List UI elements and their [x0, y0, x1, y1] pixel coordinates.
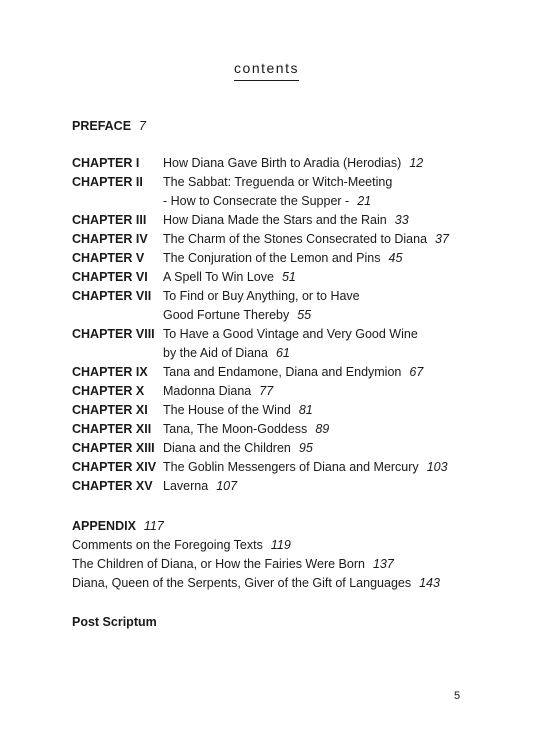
- chapter-title: How Diana Made the Stars and the Rain: [163, 213, 387, 227]
- chapter-label: CHAPTER XIII: [72, 441, 155, 455]
- chapter-page: 51: [281, 270, 296, 284]
- chapter-label: CHAPTER VII: [72, 289, 152, 303]
- appendix-item-title: Diana, Queen of the Serpents, Giver of the Gift of Languages: [72, 576, 412, 590]
- chapter-title-line: [163, 211, 409, 230]
- appendix-item-title: Comments on the Foregoing Texts: [72, 538, 263, 552]
- toc-chapter-2-continued[interactable]: [163, 192, 371, 211]
- preface-page: 7: [139, 119, 146, 133]
- appendix-item-title: The Children of Diana, or How the Fairies Were Born: [72, 557, 365, 571]
- chapter-label: CHAPTER X: [72, 384, 145, 398]
- chapter-label: CHAPTER III: [72, 213, 147, 227]
- appendix-page: 117: [143, 519, 164, 533]
- chapter-title: Tana and Endamone, Diana and Endymion: [163, 365, 402, 379]
- toc-chapter-1[interactable]: [72, 154, 472, 173]
- chapter-title: The Sabbat: Treguenda or Witch-Meeting: [163, 175, 393, 189]
- appendix-item-page: 137: [372, 557, 394, 571]
- toc-chapter-13[interactable]: [72, 439, 472, 458]
- chapter-title-line: [163, 477, 237, 496]
- chapter-page: 55: [297, 308, 312, 322]
- chapter-label: CHAPTER XIV: [72, 460, 157, 474]
- appendix-item-page: 143: [419, 576, 440, 590]
- chapter-page: 81: [298, 403, 313, 417]
- chapter-title: Madonna Diana: [163, 384, 252, 398]
- chapter-title: How Diana Gave Birth to Aradia (Herodias): [163, 156, 402, 170]
- contents-heading: [0, 60, 533, 81]
- toc-chapter-2[interactable]: [72, 173, 472, 192]
- chapter-page: 77: [259, 384, 274, 398]
- chapter-label: CHAPTER IV: [72, 232, 148, 246]
- toc-chapter-7[interactable]: [72, 287, 472, 306]
- chapter-title-line: [163, 154, 423, 173]
- chapter-title: The Conjuration of the Lemon and Pins: [163, 251, 381, 265]
- chapter-page: 103: [426, 460, 448, 474]
- chapter-title: Diana and the Children: [163, 441, 291, 455]
- chapter-title: To Have a Good Vintage and Very Good Wine: [163, 327, 418, 341]
- preface-label: PREFACE: [72, 119, 132, 133]
- toc-chapter-7-continued[interactable]: [163, 306, 311, 325]
- chapter-title-line: [163, 230, 449, 249]
- chapter-page: 89: [315, 422, 330, 436]
- chapter-label: CHAPTER I: [72, 156, 140, 170]
- toc-chapter-12[interactable]: [72, 420, 472, 439]
- chapter-label: CHAPTER XV: [72, 479, 153, 493]
- page-number: 5: [454, 690, 461, 702]
- toc-appendix[interactable]: [72, 518, 164, 534]
- chapter-title: Good Fortune Thereby: [163, 308, 290, 322]
- chapter-page: 67: [409, 365, 424, 379]
- chapter-title: To Find or Buy Anything, or to Have: [163, 289, 360, 303]
- contents-heading-text: contents: [234, 60, 299, 81]
- toc-appendix-item[interactable]: [72, 575, 440, 591]
- chapter-title-line: [163, 420, 329, 439]
- toc-post-scriptum[interactable]: Post Scriptum: [72, 615, 157, 629]
- chapter-label: CHAPTER II: [72, 175, 143, 189]
- chapter-title: Tana, The Moon-Goddess: [163, 422, 308, 436]
- chapter-label: CHAPTER XI: [72, 403, 148, 417]
- toc-chapter-4[interactable]: [72, 230, 472, 249]
- toc-chapter-11[interactable]: [72, 401, 472, 420]
- chapter-page: 12: [409, 156, 424, 170]
- chapter-page: 33: [394, 213, 409, 227]
- chapter-title-line: [163, 268, 296, 287]
- chapter-title: The Goblin Messengers of Diana and Mercury: [163, 460, 419, 474]
- chapter-title-line: [163, 249, 402, 268]
- chapter-title: Laverna: [163, 479, 209, 493]
- toc-chapter-8[interactable]: [72, 325, 472, 344]
- chapter-title-line: [163, 382, 273, 401]
- appendix-item-page: 119: [270, 538, 291, 552]
- appendix-label: APPENDIX: [72, 519, 136, 533]
- chapter-title-line: [163, 363, 423, 382]
- chapter-label: CHAPTER IX: [72, 365, 148, 379]
- chapter-title-line: [163, 458, 448, 477]
- chapter-title-line: [163, 401, 313, 420]
- chapter-label: CHAPTER VI: [72, 270, 148, 284]
- toc-chapter-3[interactable]: [72, 211, 472, 230]
- toc-chapter-14[interactable]: [72, 458, 472, 477]
- chapter-title: The Charm of the Stones Consecrated to Diana: [163, 232, 428, 246]
- chapter-page: 45: [388, 251, 403, 265]
- chapter-page: 95: [298, 441, 313, 455]
- chapter-label: CHAPTER XII: [72, 422, 152, 436]
- chapter-page: 21: [357, 194, 372, 208]
- chapter-title: by the Aid of Diana: [163, 346, 268, 360]
- chapter-title: The House of the Wind: [163, 403, 291, 417]
- chapter-title: - How to Consecrate the Supper -: [163, 194, 350, 208]
- toc-chapter-5[interactable]: [72, 249, 472, 268]
- chapter-page: 61: [275, 346, 290, 360]
- chapter-page: 37: [435, 232, 449, 246]
- toc-chapter-8-continued[interactable]: [163, 344, 290, 363]
- chapter-title: A Spell To Win Love: [163, 270, 274, 284]
- toc-preface[interactable]: [72, 118, 146, 134]
- chapter-title-line: [163, 439, 313, 458]
- toc-chapter-15[interactable]: [72, 477, 472, 496]
- chapter-label: CHAPTER VIII: [72, 327, 155, 341]
- toc-chapter-6[interactable]: [72, 268, 472, 287]
- toc-appendix-item[interactable]: [72, 537, 291, 553]
- toc-chapter-9[interactable]: [72, 363, 472, 382]
- toc-appendix-item[interactable]: [72, 556, 394, 572]
- chapter-page: 107: [216, 479, 238, 493]
- toc-chapter-10[interactable]: [72, 382, 472, 401]
- chapter-label: CHAPTER V: [72, 251, 145, 265]
